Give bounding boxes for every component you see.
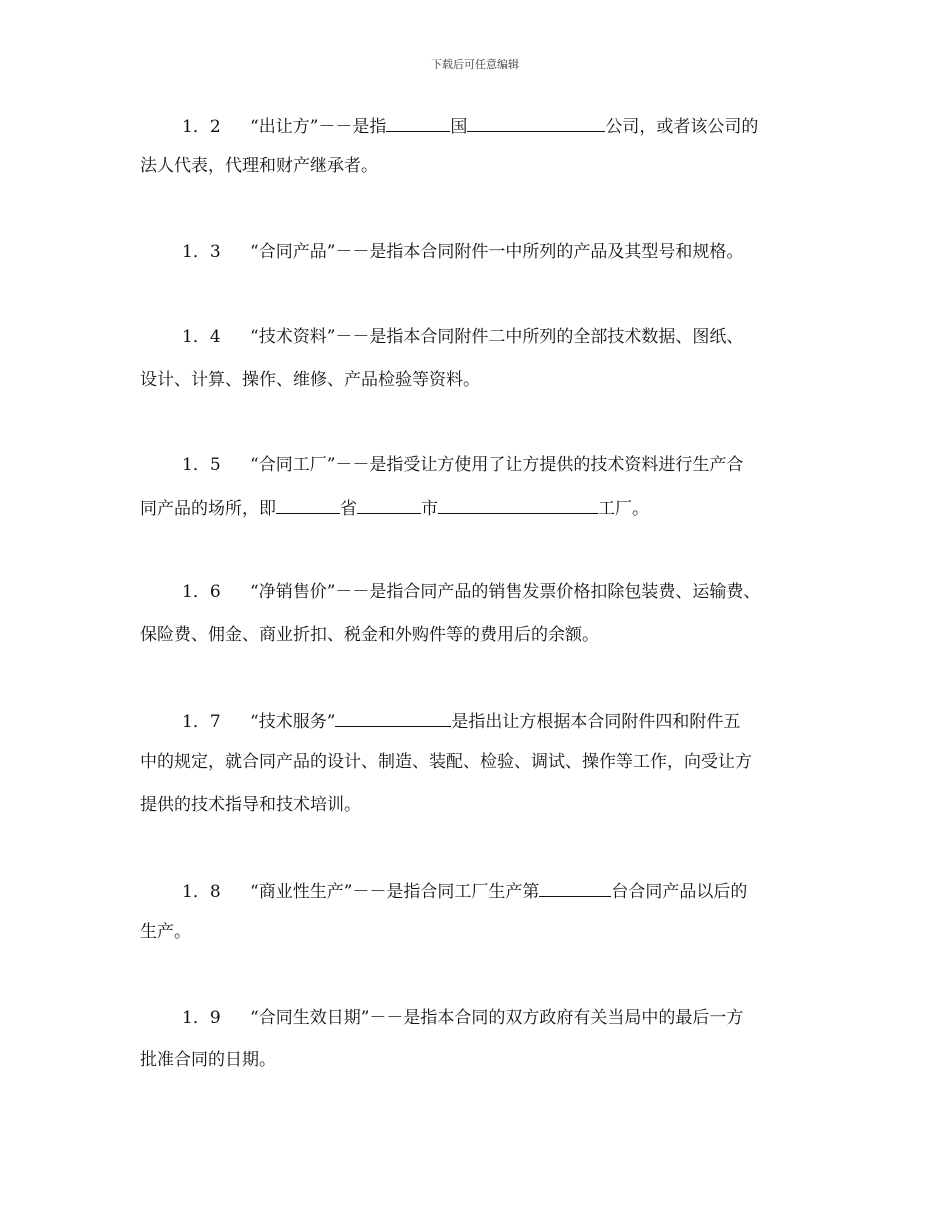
clause-number: 1．4 xyxy=(182,327,221,347)
clause-1-2-line-2: 法人代表，代理和财产继承者。 xyxy=(140,156,378,176)
clause-text: 是指出让方根据本合同附件四和附件五 xyxy=(451,712,741,732)
clause-1-3-line-1 xyxy=(182,242,743,262)
clause-text: 国 xyxy=(450,117,468,137)
fill-blank-company[interactable] xyxy=(467,115,605,132)
page-header: 下载后可任意编辑 xyxy=(431,58,519,71)
clause-number: 1．9 xyxy=(182,1008,221,1028)
clause-1-7-line-1 xyxy=(182,710,740,732)
clause-1-4-line-1 xyxy=(182,327,743,347)
clause-1-7-line-3: 提供的技术指导和技术培训。 xyxy=(140,795,361,815)
clause-number: 1．2 xyxy=(182,117,221,137)
clause-1-9-line-1 xyxy=(182,1008,743,1028)
clause-1-5-line-1 xyxy=(182,455,743,475)
clause-text: 同产品的场所，即 xyxy=(140,499,276,519)
clause-text: 公司，或者该公司的 xyxy=(605,117,759,137)
clause-1-2-line-1 xyxy=(182,115,758,137)
fill-blank-country[interactable] xyxy=(386,115,450,132)
clause-number: 1．6 xyxy=(182,582,221,602)
clause-text: “合同工厂”－－是指受让方使用了让方提供的技术资料进行生产合 xyxy=(250,455,744,475)
clause-text: 工厂。 xyxy=(598,499,649,519)
fill-blank-province[interactable] xyxy=(276,497,340,514)
clause-number: 1．7 xyxy=(182,712,221,732)
clause-text: “商业性生产”－－是指合同工厂生产第 xyxy=(250,882,540,902)
clause-1-6-line-1 xyxy=(182,582,760,602)
clause-text: “合同产品”－－是指本合同附件一中所列的产品及其型号和规格。 xyxy=(250,242,744,262)
clause-text: “合同生效日期”－－是指本合同的双方政府有关当局中的最后一方 xyxy=(250,1008,744,1028)
clause-text: 台合同产品以后的 xyxy=(611,882,748,902)
clause-number: 1．5 xyxy=(182,455,221,475)
clause-number: 1．3 xyxy=(182,242,221,262)
clause-text: “技术服务” xyxy=(250,712,336,732)
clause-1-8-line-1 xyxy=(182,880,747,902)
clause-text: “出让方”－－是指 xyxy=(250,117,387,137)
clause-1-8-line-2: 生产。 xyxy=(140,922,191,942)
fill-blank-quantity[interactable] xyxy=(539,880,611,897)
fill-blank-city[interactable] xyxy=(357,497,421,514)
fill-blank-service[interactable] xyxy=(335,710,451,727)
clause-1-4-line-2: 设计、计算、操作、维修、产品检验等资料。 xyxy=(140,370,480,390)
clause-1-6-line-2: 保险费、佣金、商业折扣、税金和外购件等的费用后的余额。 xyxy=(140,625,599,645)
clause-text: 省 xyxy=(340,499,357,519)
clause-1-9-line-2: 批准合同的日期。 xyxy=(140,1050,276,1070)
clause-text: “技术资料”－－是指本合同附件二中所列的全部技术数据、图纸、 xyxy=(250,327,744,347)
fill-blank-factory[interactable] xyxy=(438,497,598,514)
clause-1-7-line-2: 中的规定，就合同产品的设计、制造、装配、检验、调试、操作等工作，向受让方 xyxy=(140,752,752,772)
clause-text: 市 xyxy=(421,499,438,519)
clause-number: 1．8 xyxy=(182,882,221,902)
clause-1-5-line-2 xyxy=(140,497,649,519)
clause-text: “净销售价”－－是指合同产品的销售发票价格扣除包装费、运输费、 xyxy=(250,582,761,602)
